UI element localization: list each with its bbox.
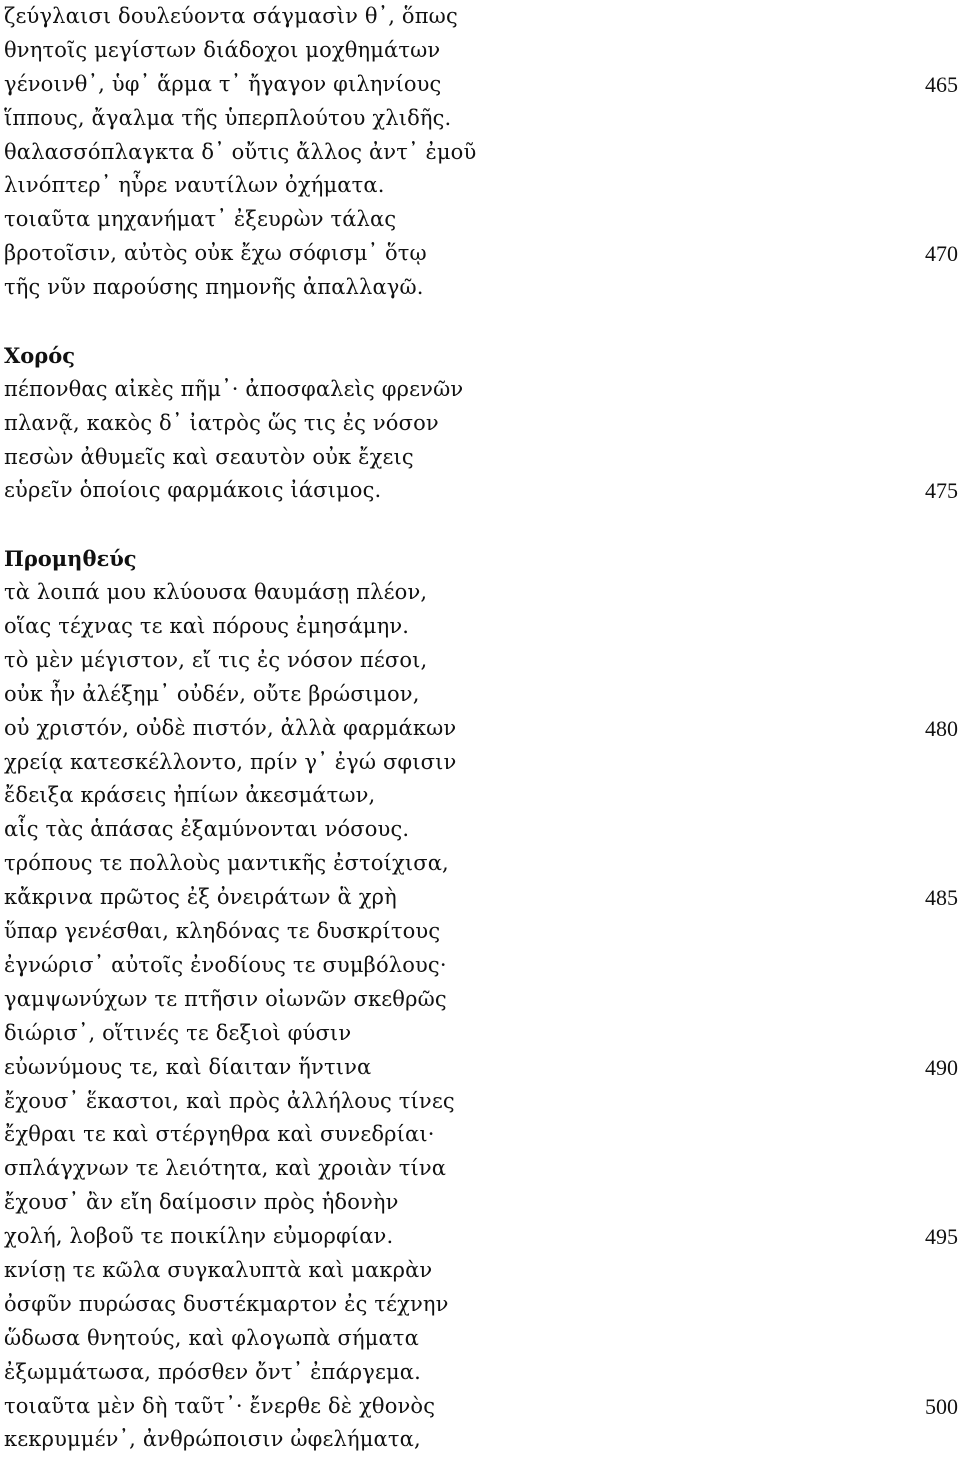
speaker-name: Προμηθεύς [4, 546, 137, 572]
verse-line-text: θαλασσόπλαγκτα δ᾽ οὔτις ἄλλος ἀντ᾽ ἐμοῦ [4, 139, 477, 164]
line-number: 485 [925, 885, 958, 911]
verse-line [4, 915, 960, 949]
verse-line [4, 102, 960, 136]
line-number: 480 [925, 715, 958, 741]
verse-line [4, 1220, 960, 1254]
verse-line-text: ἔχθραι τε καὶ στέργηθρα καὶ συνεδρίαι· [4, 1122, 435, 1147]
verse-line-text: θνητοῖς μεγίστων διάδοχοι μοχθημάτων [4, 37, 441, 62]
verse-line [4, 0, 960, 34]
verse-line-text: τοιαῦτα μηχανήματ᾽ ἐξευρὼν τάλας [4, 207, 397, 232]
verse-line [4, 813, 960, 847]
verse-line [4, 712, 960, 746]
verse-line-text: ἔχουσ᾽ ἂν εἴη δαίμοσιν πρὸς ἡδονὴν [4, 1190, 399, 1215]
verse-line-text: ὕπαρ γενέσθαι, κληδόνας τε δυσκρίτους [4, 919, 441, 944]
verse-line [4, 34, 960, 68]
verse-line-text: βροτοῖσιν, αὐτὸς οὐκ ἔχω σόφισμ᾽ ὅτῳ [4, 241, 427, 266]
verse-line-text: τοιαῦτα μὲν δὴ ταῦτ᾽· ἔνερθε δὲ χθονὸς [4, 1393, 436, 1418]
verse-line [4, 610, 960, 644]
verse-line-text: ἔδειξα κράσεις ἠπίων ἀκεσμάτων, [4, 783, 376, 808]
verse-line-text: ἔχουσ᾽ ἕκαστοι, καὶ πρὸς ἀλλήλους τίνες [4, 1088, 455, 1113]
line-number: 465 [925, 71, 958, 97]
verse-line [4, 576, 960, 610]
verse-line-text: οὐ χριστόν, οὐδὲ πιστόν, ἀλλὰ φαρμάκων [4, 715, 457, 740]
verse-line [4, 1085, 960, 1119]
verse-line-text: πλανᾷ, κακὸς δ᾽ ἰατρὸς ὥς τις ἐς νόσον [4, 410, 439, 435]
verse-line [4, 1254, 960, 1288]
verse-line [4, 678, 960, 712]
verse-line [4, 1322, 960, 1356]
verse-line-text: ὥδωσα θνητούς, καὶ φλογωπὰ σήματα [4, 1325, 419, 1350]
verse-line [4, 1017, 960, 1051]
verse-line [4, 1051, 960, 1085]
verse-line [4, 746, 960, 780]
verse-line [4, 1152, 960, 1186]
verse-line [4, 1390, 960, 1424]
verse-line-text: ὀσφῦν πυρώσας δυστέκμαρτον ἐς τέχνην [4, 1291, 449, 1316]
verse-line [4, 1423, 960, 1457]
verse-line-text: εὐωνύμους τε, καὶ δίαιταν ἥντινα [4, 1054, 372, 1079]
verse-line-text: γαμψωνύχων τε πτῆσιν οἰωνῶν σκεθρῶς [4, 986, 447, 1011]
verse-line-text: γένοινθ᾽, ὑφ᾽ ἅρμα τ᾽ ἤγαγον φιληνίους [4, 71, 442, 96]
line-number: 475 [925, 478, 958, 504]
verse-line [4, 441, 960, 475]
verse-line-text: τῆς νῦν παρούσης πημονῆς ἀπαλλαγῶ. [4, 275, 424, 300]
verse-line-text: κεκρυμμέν᾽, ἀνθρώποισιν ὠφελήματα, [4, 1427, 421, 1452]
verse-line-text: εὑρεῖν ὁποίοις φαρμάκοις ἰάσιμος. [4, 478, 382, 503]
verse-line [4, 407, 960, 441]
verse-line-text: οὐκ ἦν ἀλέξημ᾽ οὐδέν, οὔτε βρώσιμον, [4, 681, 420, 706]
verse-line [4, 237, 960, 271]
verse-line-text: οἵας τέχνας τε καὶ πόρους ἐμησάμην. [4, 614, 410, 639]
verse-text [4, 0, 960, 1457]
verse-line [4, 1118, 960, 1152]
verse-line-text: πεσὼν ἀθυμεῖς καὶ σεαυτὸν οὐκ ἔχεις [4, 444, 414, 469]
verse-line-text: λινόπτερ᾽ ηὗρε ναυτίλων ὀχήματα. [4, 173, 385, 198]
verse-line [4, 983, 960, 1017]
verse-line [4, 373, 960, 407]
verse-line-text: αἷς τὰς ἁπάσας ἐξαμύνονται νόσους. [4, 817, 410, 842]
verse-line-text: χρείᾳ κατεσκέλλοντο, πρίν γ᾽ ἐγώ σφισιν [4, 749, 457, 774]
verse-line-text: κἄκρινα πρῶτος ἐξ ὀνειράτων ἃ χρὴ [4, 885, 397, 910]
verse-line [4, 68, 960, 102]
verse-line [4, 136, 960, 170]
speaker-name: Χορός [4, 342, 76, 368]
verse-line-text: τὰ λοιπά μου κλύουσα θαυμάσῃ πλέον, [4, 580, 428, 605]
verse-line-text: κνίσῃ τε κῶλα συγκαλυπτὰ καὶ μακρὰν [4, 1257, 433, 1282]
line-number: 500 [925, 1393, 958, 1419]
verse-line-text: χολή, λοβοῦ τε ποικίλην εὐμορφίαν. [4, 1224, 394, 1249]
verse-line [4, 1356, 960, 1390]
line-number: 495 [925, 1224, 958, 1250]
verse-line [4, 644, 960, 678]
verse-line [4, 779, 960, 813]
verse-line-text: τὸ μὲν μέγιστον, εἴ τις ἐς νόσον πέσοι, [4, 647, 428, 672]
verse-line [4, 169, 960, 203]
verse-line-text: τρόπους τε πολλοὺς μαντικῆς ἐστοίχισα, [4, 851, 449, 876]
line-number: 470 [925, 241, 958, 267]
verse-line-text: σπλάγχνων τε λειότητα, καὶ χροιὰν τίνα [4, 1156, 447, 1181]
verse-line-text: ἵππους, ἄγαλμα τῆς ὑπερπλούτου χλιδῆς. [4, 105, 452, 130]
verse-line-text: ἐγνώρισ᾽ αὐτοῖς ἐνοδίους τε συμβόλους· [4, 952, 447, 977]
verse-line [4, 949, 960, 983]
verse-line [4, 847, 960, 881]
line-number: 490 [925, 1054, 958, 1080]
verse-line [4, 881, 960, 915]
verse-line-text: πέπονθας αἰκὲς πῆμ᾽· ἀποσφαλεὶς φρενῶν [4, 376, 464, 401]
verse-line [4, 1186, 960, 1220]
verse-line [4, 271, 960, 305]
verse-line [4, 1288, 960, 1322]
verse-line-text: ἐξωμμάτωσα, πρόσθεν ὄντ᾽ ἐπάργεμα. [4, 1359, 421, 1384]
verse-line [4, 203, 960, 237]
verse-line [4, 474, 960, 508]
verse-line-text: διώρισ᾽, οἵτινές τε δεξιοὶ φύσιν [4, 1020, 352, 1045]
verse-line-text: ζεύγλαισι δουλεύοντα σάγμασὶν θ᾽, ὅπως [4, 4, 458, 28]
